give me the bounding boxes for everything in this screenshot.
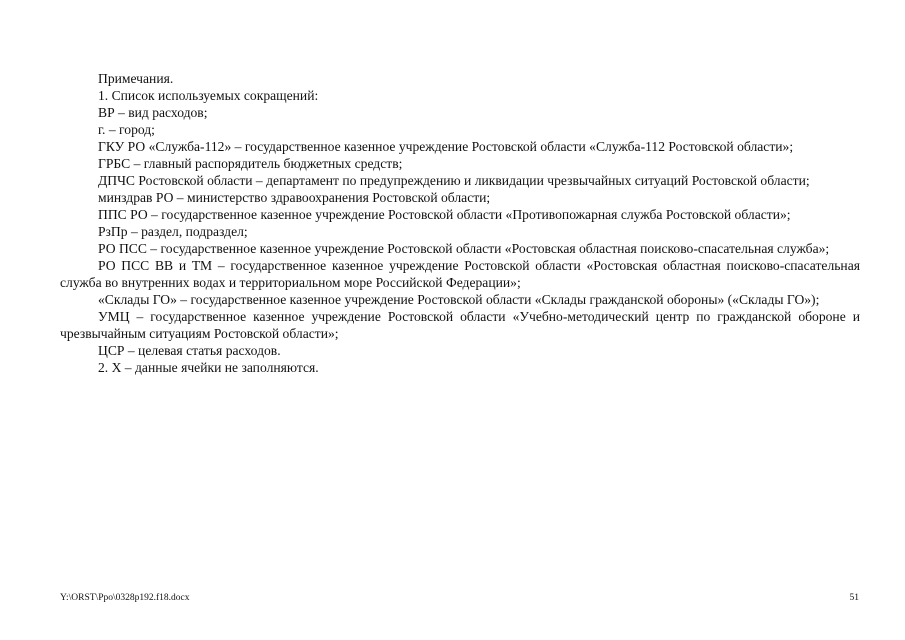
abbreviation-item: ГКУ РО «Служба-112» – государственное казенное учреждение Ростовской области «Служба-112 Ростовской области»;: [98, 139, 794, 154]
abbreviation-item: ВР – вид расходов;: [98, 105, 208, 120]
abbreviation-item: минздрав РО – министерство здравоохранения Ростовской области;: [98, 190, 491, 205]
note-2: 2. Х – данные ячейки не заполняются.: [98, 360, 319, 375]
footer-page-number: 51: [849, 593, 859, 603]
abbreviation-item: «Склады ГО» – государственное казенное учреждение Ростовской области «Склады гражданской обороны» («Склады ГО»);: [98, 292, 820, 307]
notes-heading: Примечания.: [98, 71, 174, 86]
abbreviation-item: ЦСР – целевая статья расходов.: [98, 343, 281, 358]
abbreviation-item: УМЦ – государственное казенное учреждение Ростовской области «Учебно-методический центр по гражданской обороне и чрезвычайным ситуациям Ростовской области»;: [60, 309, 860, 341]
abbreviation-item: РзПр – раздел, подраздел;: [98, 224, 248, 239]
notes-section: [60, 70, 860, 376]
abbreviation-item: г. – город;: [98, 122, 155, 137]
abbreviation-item: ГРБС – главный распорядитель бюджетных средств;: [98, 156, 403, 171]
abbreviation-item: РО ПСС ВВ и ТМ – государственное казенное учреждение Ростовской области «Ростовская областная поисково-спасательная служба во внутренних водах и территориальном море Российской Федерации»;: [60, 258, 860, 290]
abbreviations-list-title: 1. Список используемых сокращений:: [98, 88, 319, 103]
footer-file-path: Y:\ORST\Ppo\0328p192.f18.docx: [60, 593, 190, 603]
abbreviation-item: ППС РО – государственное казенное учреждение Ростовской области «Противопожарная служба Ростовской области»;: [98, 207, 791, 222]
abbreviation-item: РО ПСС – государственное казенное учреждение Ростовской области «Ростовская областная поисково-спасательная служба»;: [98, 241, 830, 256]
abbreviation-item: ДПЧС Ростовской области – департамент по предупреждению и ликвидации чрезвычайных ситуаций Ростовской области;: [98, 173, 810, 188]
